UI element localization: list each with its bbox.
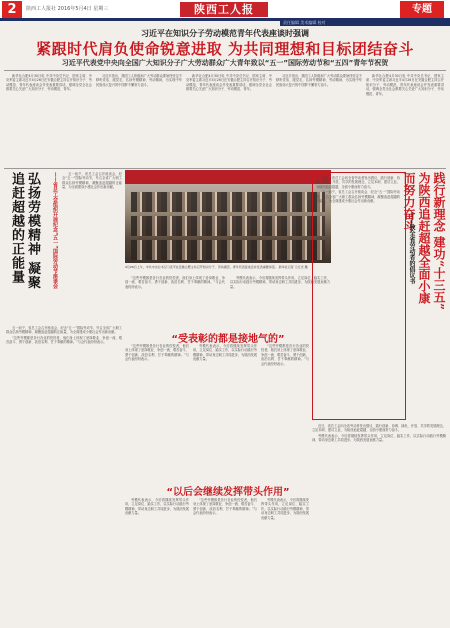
news-photo bbox=[125, 170, 331, 263]
article-column bbox=[366, 74, 444, 166]
article-paragraph: 近日，省总工会向全省劳动者发出倡议，践行创新、协调、绿色、开放、共享的发展理念，立足本职、建功立业，为陕西追赶超越、全面小康而努力奋斗。 bbox=[312, 424, 446, 433]
photo-crowd bbox=[131, 240, 325, 260]
photo-banner bbox=[125, 170, 331, 184]
article-column bbox=[125, 344, 189, 480]
article-paragraph: 习近平指出，我国工人阶级和广大劳动群众要始终坚定不移听党话、跟党走，弘扬劳模精神、劳动精神，为实现中华民族伟大复兴的中国梦不懈努力奋斗。 bbox=[276, 74, 362, 87]
article-column bbox=[62, 172, 122, 322]
photo-crowd bbox=[131, 192, 325, 212]
article-paragraph: “这些劳模都是各行各业的佼佼者，他们身上体现了爱岗敬业、争创一流、艰苦奋斗、勇于创新、淡泊名利、甘于奉献的精神。”与会代表纷纷表示。 bbox=[125, 276, 225, 289]
article-paragraph: 劳模代表表示，今后将继续发挥带头作用，立足岗位、踏实工作，以实际行动践行劳模精神，带动身边职工共同进步，为陕西发展贡献力量。 bbox=[193, 344, 257, 362]
article-column bbox=[6, 326, 122, 622]
article-paragraph: “这些劳模都是各行各业的佼佼者，他们身上体现了爱岗敬业、争创一流、艰苦奋斗、勇于创新、淡泊名利、甘于奉献的精神。”与会代表纷纷表示。 bbox=[6, 335, 122, 345]
article-column bbox=[96, 74, 182, 166]
article-column bbox=[193, 344, 257, 480]
article-column bbox=[6, 74, 92, 166]
article-column bbox=[261, 344, 309, 480]
left-feature-title: 弘扬劳模精神 凝聚追赶超越的正能量 bbox=[9, 172, 40, 290]
divider bbox=[4, 70, 446, 71]
article-paragraph: 五一前夕，省总工会召开座谈会，纪念“五一”国际劳动节，号召全省广大职工群众弘扬劳模精神，凝聚追赶超越的正能量，为全面建成小康社会作出新贡献。 bbox=[6, 326, 122, 335]
photo-caption: 4月26日上午，中共中央总书记习近平在安徽合肥主持召开知识分子、劳动模范、青年代表座谈会并发表重要讲话。 新华社记者 兰红光 摄 bbox=[125, 265, 308, 269]
article-paragraph: 近日，省总工会向全省劳动者发出倡议，践行创新、协调、绿色、开放、共享的发展理念，立足本职、建功立业，为陕西追赶超越、全面小康而努力奋斗。 bbox=[316, 176, 400, 189]
article-paragraph: 五一前夕，省总工会召开座谈会，纪念“五一”国际劳动节，号召全省广大职工群众弘扬劳模精神，凝聚追赶超越的正能量，为全面建成小康社会作出新贡献。 bbox=[62, 172, 122, 190]
lead-headline: 紧跟时代肩负使命锐意进取 为共同理想和目标团结奋斗 bbox=[36, 40, 414, 58]
article-column bbox=[125, 498, 189, 622]
article-paragraph: 劳模代表表示，今后将继续发挥带头作用，立足岗位、踏实工作，以实际行动践行劳模精神，带动身边职工共同进步，为陕西发展贡献力量。 bbox=[261, 498, 309, 520]
photo-crowd bbox=[131, 216, 325, 236]
article-paragraph: 劳模代表表示，今后将继续发挥带头作用，立足岗位、踏实工作，以实际行动践行劳模精神，带动身边职工共同进步，为陕西发展贡献力量。 bbox=[230, 276, 330, 289]
article-paragraph: 新华社合肥4月30日电 中共中央总书记、国家主席、中央军委主席习近平4月26日在安徽合肥主持召开知识分子、劳动模范、青年代表座谈会并发表重要讲话，强调全党全社会都要关心关爱广大知识分子、劳动模范、青年。 bbox=[366, 74, 444, 96]
left-feature-subtitle: ——省总工会组织开展纪念“五一”国际劳动节座谈会 bbox=[52, 172, 58, 289]
lead-kicker: 习近平在知识分子劳动模范青年代表座谈时强调 bbox=[141, 29, 309, 38]
pull-quote: “受表彰的都是接地气的” bbox=[171, 334, 285, 345]
masthead-strip: 责任编辑 美术编辑 校对 bbox=[280, 20, 450, 26]
section-label: 专题 bbox=[400, 1, 444, 18]
article-column bbox=[193, 498, 257, 622]
divider bbox=[4, 168, 446, 169]
right-title-line2: 为陕西追赶超越全面小康而努力奋斗 bbox=[402, 172, 431, 304]
article-column bbox=[261, 498, 309, 622]
article-paragraph: 五一前夕，省总工会召开座谈会，纪念“五一”国际劳动节，号召全省广大职工群众弘扬劳模精神，凝聚追赶超越的正能量，为全面建成小康社会作出新贡献。 bbox=[316, 190, 400, 204]
article-column bbox=[125, 276, 225, 326]
article-paragraph: 劳模代表表示，今后将继续发挥带头作用，立足岗位、踏实工作，以实际行动践行劳模精神，带动身边职工共同进步，为陕西发展贡献力量。 bbox=[125, 498, 189, 516]
pull-quote: “以后会继续发挥带头作用” bbox=[166, 487, 290, 498]
page-number: 2 bbox=[2, 1, 22, 18]
newspaper-logo: 陕西工人报 bbox=[180, 2, 268, 17]
article-paragraph: 劳模代表表示，今后将继续发挥带头作用，立足岗位、踏实工作，以实际行动践行劳模精神，带动身边职工共同进步，为陕西发展贡献力量。 bbox=[312, 433, 446, 443]
article-paragraph: “这些劳模都是各行各业的佼佼者，他们身上体现了爱岗敬业、争创一流、艰苦奋斗、勇于创新、淡泊名利、甘于奉献的精神。”与会代表纷纷表示。 bbox=[193, 498, 257, 516]
lead-subhead: 习近平代表党中央向全国广大知识分子广大劳动群众广大青年致以“五一”国际劳动节和“五四”青年节祝贺 bbox=[61, 59, 389, 67]
article-column bbox=[312, 424, 446, 622]
right-feature-subtitle: ——致全省劳动者的倡议书 bbox=[408, 212, 415, 284]
article-paragraph: 新华社合肥4月30日电 中共中央总书记、国家主席、中央军委主席习近平4月26日在安徽合肥主持召开知识分子、劳动模范、青年代表座谈会并发表重要讲话，强调全党全社会都要关心关爱广大知识分子、劳动模范、青年。 bbox=[6, 74, 92, 92]
article-column bbox=[276, 74, 362, 166]
article-paragraph: “这些劳模都是各行各业的佼佼者，他们身上体现了爱岗敬业、争创一流、艰苦奋斗、勇于创新、淡泊名利、甘于奉献的精神。”与会代表纷纷表示。 bbox=[125, 344, 189, 362]
article-paragraph: “这些劳模都是各行各业的佼佼者，他们身上体现了爱岗敬业、争创一流、艰苦奋斗、勇于创新、淡泊名利、甘于奉献的精神。”与会代表纷纷表示。 bbox=[261, 344, 309, 366]
article-paragraph: 习近平指出，我国工人阶级和广大劳动群众要始终坚定不移听党话、跟党走，弘扬劳模精神、劳动精神，为实现中华民族伟大复兴的中国梦不懈努力奋斗。 bbox=[96, 74, 182, 87]
article-column bbox=[186, 74, 272, 166]
article-column bbox=[316, 176, 400, 414]
right-title-line1: 践行新理念 建功“十三五” bbox=[432, 172, 446, 310]
issue-info: 陕西工人报社 2016年5月4日 星期三 bbox=[26, 6, 109, 12]
article-paragraph: 新华社合肥4月30日电 中共中央总书记、国家主席、中央军委主席习近平4月26日在安徽合肥主持召开知识分子、劳动模范、青年代表座谈会并发表重要讲话，强调全党全社会都要关心关爱广大知识分子、劳动模范、青年。 bbox=[186, 74, 272, 92]
